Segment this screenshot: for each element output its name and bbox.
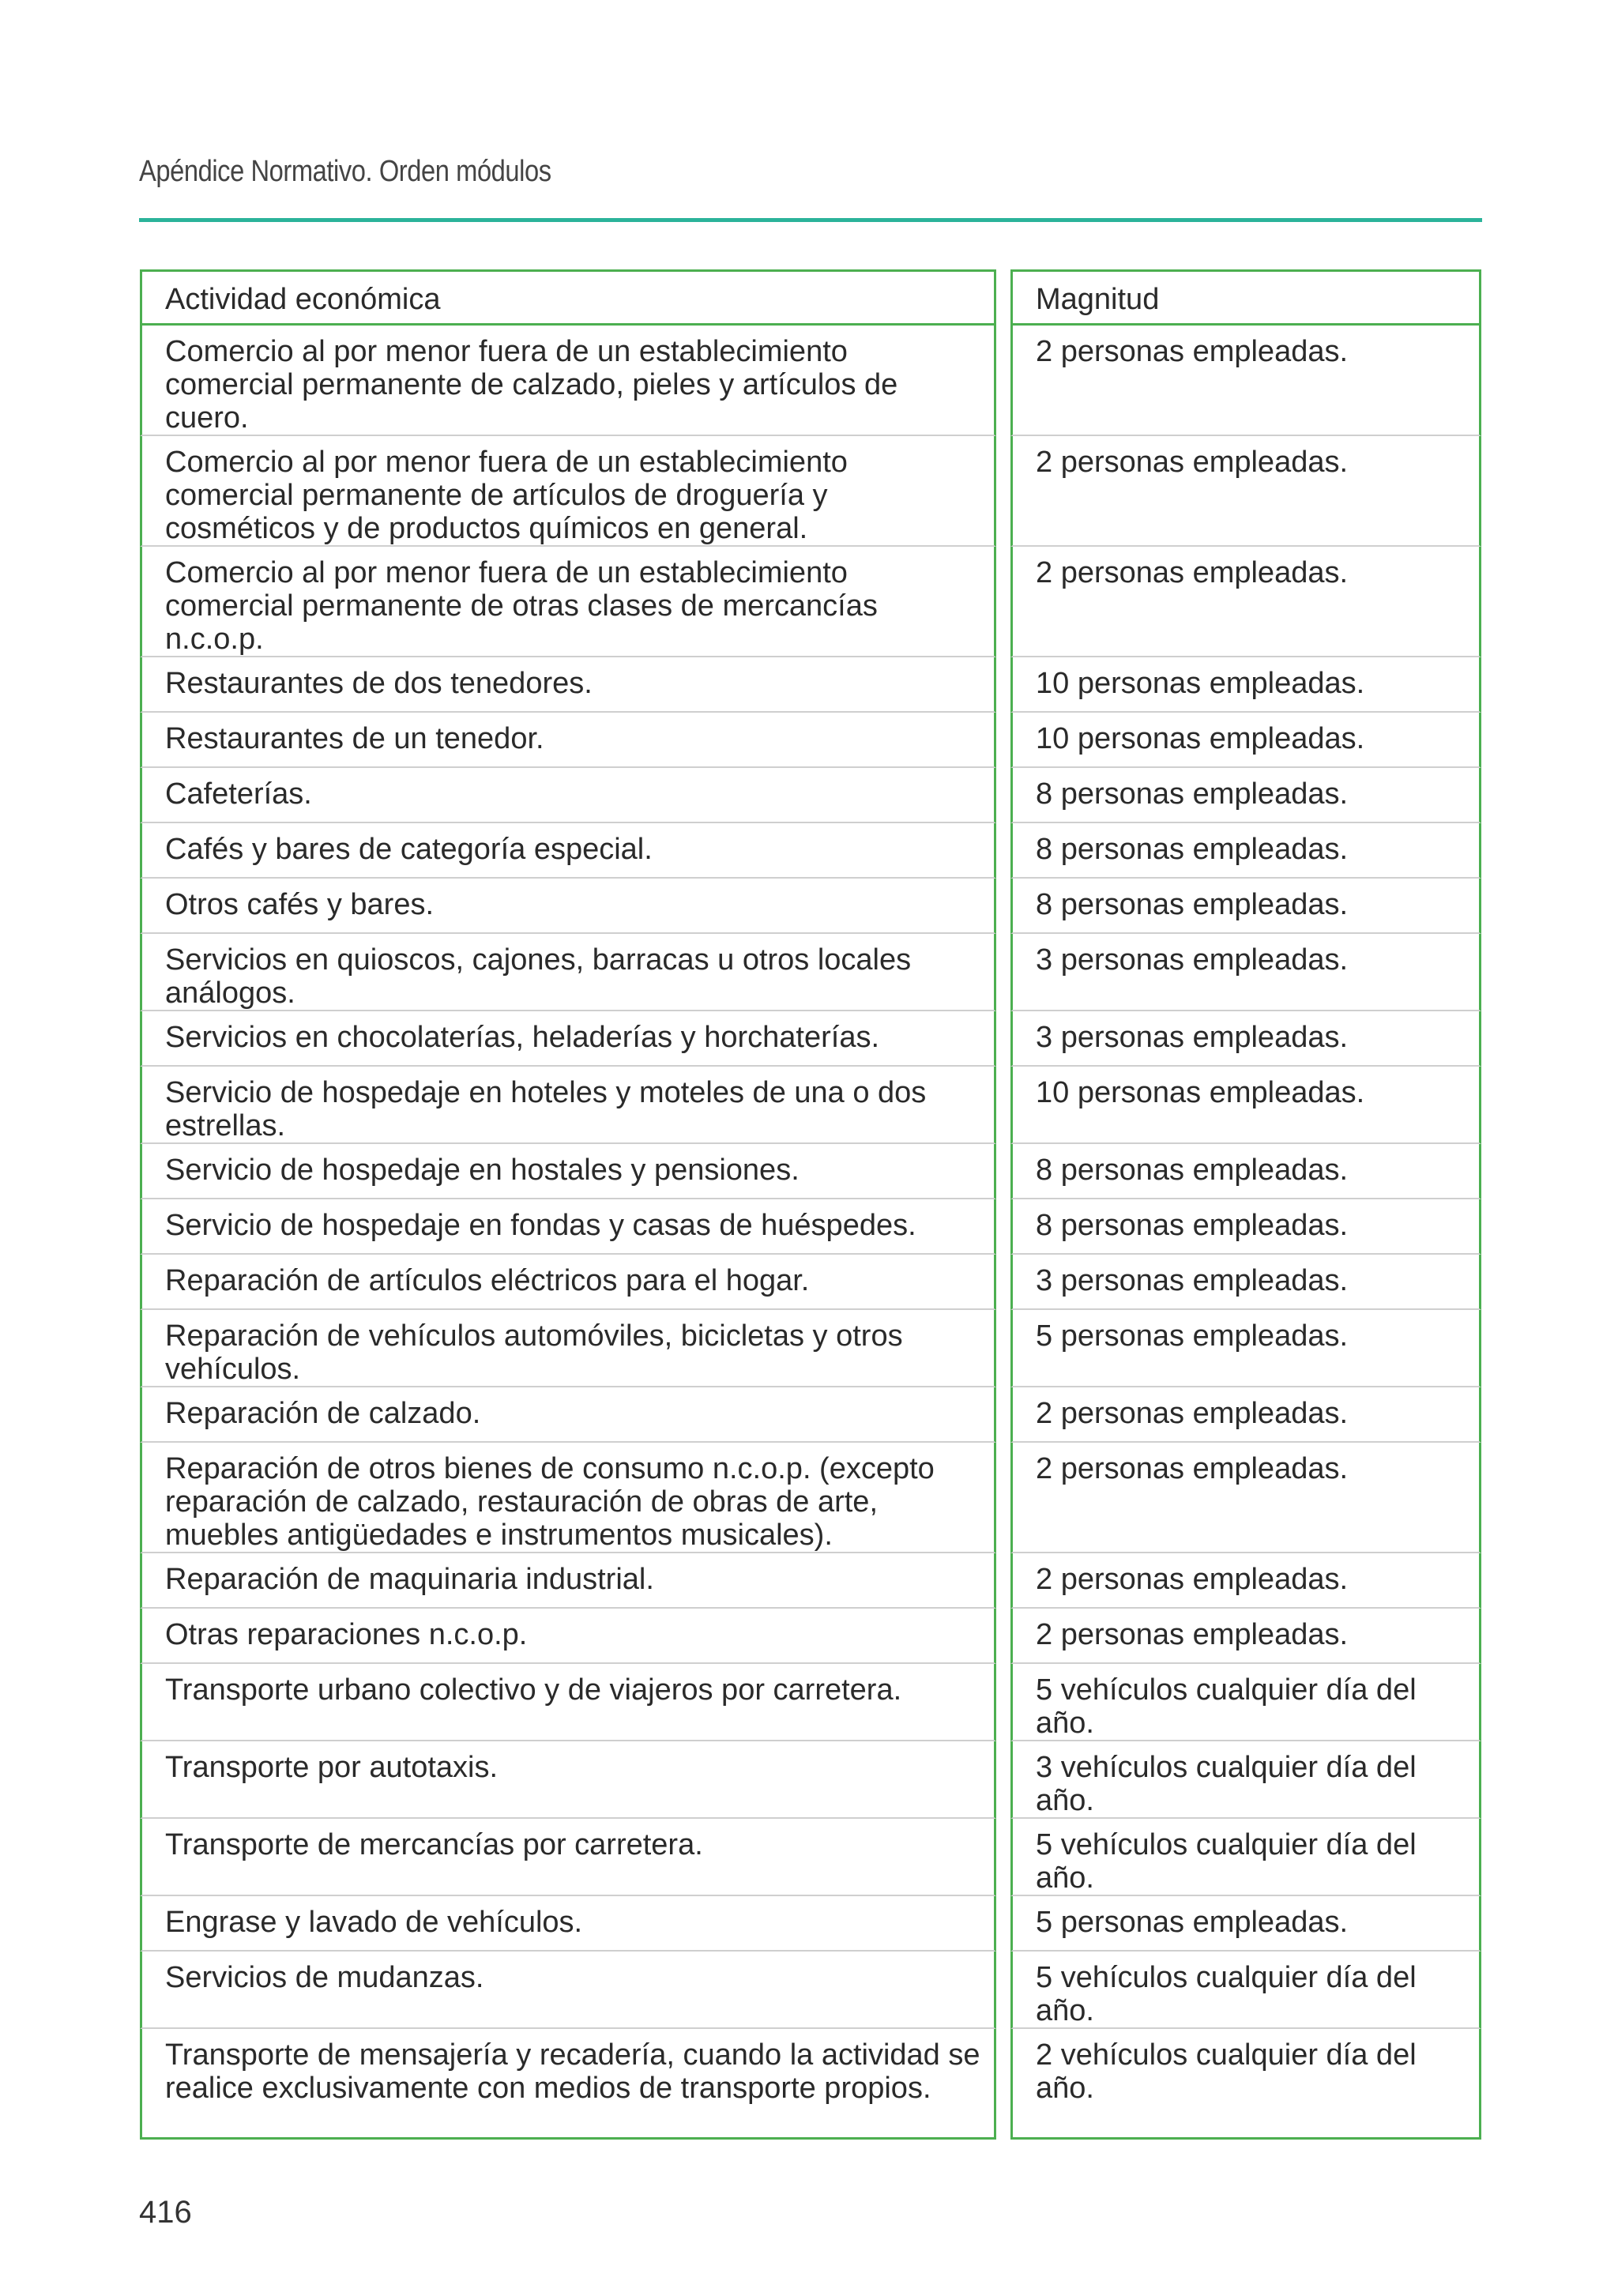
- column-gap: [996, 269, 1010, 326]
- table-cell-activity: Reparación de otros bienes de consumo n.c.o.p. (excepto reparación de calzado, restauración de obras de arte, muebles antigüedades e instrumentos musicales).: [140, 1443, 996, 1553]
- table-cell-magnitude: 10 personas empleadas.: [1010, 713, 1481, 768]
- column-gap: [996, 326, 1010, 436]
- table-cell-activity: Restaurantes de un tenedor.: [140, 713, 996, 768]
- table-cell-magnitude: 2 personas empleadas.: [1010, 547, 1481, 657]
- table-cell-magnitude: 5 vehículos cualquier día del año.: [1010, 1819, 1481, 1896]
- column-gap: [996, 547, 1010, 657]
- table-cell-magnitude: 5 vehículos cualquier día del año.: [1010, 1664, 1481, 1741]
- table-cell-activity: Servicios en quioscos, cajones, barracas u otros locales análogos.: [140, 934, 996, 1011]
- column-gap: [996, 1553, 1010, 1609]
- column-gap: [996, 1144, 1010, 1199]
- table-cell-activity: Transporte de mercancías por carretera.: [140, 1819, 996, 1896]
- column-header-activity: Actividad económica: [140, 269, 996, 326]
- table-grid: [140, 269, 1481, 2140]
- table-cell-magnitude: 8 personas empleadas.: [1010, 879, 1481, 934]
- table-cell-activity: Servicio de hospedaje en hoteles y moteles de una o dos estrellas.: [140, 1067, 996, 1144]
- table-cell-activity: Comercio al por menor fuera de un establecimiento comercial permanente de calzado, pieles y artículos de cuero.: [140, 326, 996, 436]
- table-cell-activity: Servicios en chocolaterías, heladerías y horchaterías.: [140, 1011, 996, 1067]
- table-cell-activity: Cafeterías.: [140, 768, 996, 823]
- column-gap: [996, 1067, 1010, 1144]
- column-gap: [996, 1255, 1010, 1310]
- column-gap: [996, 1443, 1010, 1553]
- column-gap: [996, 657, 1010, 713]
- running-header: Apéndice Normativo. Orden módulos: [139, 155, 551, 188]
- column-gap: [996, 1609, 1010, 1664]
- column-gap: [996, 1199, 1010, 1255]
- table-cell-magnitude: 2 personas empleadas.: [1010, 1609, 1481, 1664]
- table-cell-magnitude: 10 personas empleadas.: [1010, 1067, 1481, 1144]
- table-cell-magnitude: 2 personas empleadas.: [1010, 436, 1481, 547]
- table-cell-magnitude: 2 personas empleadas.: [1010, 1553, 1481, 1609]
- table-cell-magnitude: 3 personas empleadas.: [1010, 934, 1481, 1011]
- column-gap: [996, 1387, 1010, 1443]
- table-cell-activity: Engrase y lavado de vehículos.: [140, 1896, 996, 1952]
- column-gap: [996, 1664, 1010, 1741]
- table-cell-activity: Servicio de hospedaje en hostales y pensiones.: [140, 1144, 996, 1199]
- column-gap: [996, 1741, 1010, 1819]
- table-cell-activity: Restaurantes de dos tenedores.: [140, 657, 996, 713]
- table-cell-activity: Reparación de artículos eléctricos para el hogar.: [140, 1255, 996, 1310]
- table-cell-activity: Cafés y bares de categoría especial.: [140, 823, 996, 879]
- table-cell-magnitude: 5 vehículos cualquier día del año.: [1010, 1952, 1481, 2029]
- table-cell-magnitude: 3 personas empleadas.: [1010, 1011, 1481, 1067]
- column-gap: [996, 1952, 1010, 2029]
- table-cell-activity: Reparación de maquinaria industrial.: [140, 1553, 996, 1609]
- column-gap: [996, 713, 1010, 768]
- table-cell-activity: Comercio al por menor fuera de un establecimiento comercial permanente de artículos de droguería y cosméticos y de productos químicos en general.: [140, 436, 996, 547]
- table-cell-activity: Comercio al por menor fuera de un establecimiento comercial permanente de otras clases de mercancías n.c.o.p.: [140, 547, 996, 657]
- table-cell-magnitude: 2 personas empleadas.: [1010, 1443, 1481, 1553]
- column-gap: [996, 2029, 1010, 2140]
- page-number: 416: [139, 2195, 192, 2230]
- table-cell-activity: Otros cafés y bares.: [140, 879, 996, 934]
- column-gap: [996, 1896, 1010, 1952]
- column-gap: [996, 768, 1010, 823]
- column-gap: [996, 1819, 1010, 1896]
- table-cell-magnitude: 8 personas empleadas.: [1010, 823, 1481, 879]
- table-cell-activity: Servicios de mudanzas.: [140, 1952, 996, 2029]
- column-gap: [996, 879, 1010, 934]
- column-gap: [996, 1011, 1010, 1067]
- table-cell-activity: Reparación de vehículos automóviles, bicicletas y otros vehículos.: [140, 1310, 996, 1387]
- table-cell-magnitude: 3 personas empleadas.: [1010, 1255, 1481, 1310]
- column-gap: [996, 1310, 1010, 1387]
- table-cell-activity: Transporte de mensajería y recadería, cuando la actividad se realice exclusivamente con medios de transporte propios.: [140, 2029, 996, 2140]
- table-cell-magnitude: 2 vehículos cualquier día del año.: [1010, 2029, 1481, 2140]
- table-cell-magnitude: 10 personas empleadas.: [1010, 657, 1481, 713]
- table-cell-magnitude: 8 personas empleadas.: [1010, 768, 1481, 823]
- table-cell-activity: Transporte por autotaxis.: [140, 1741, 996, 1819]
- table-cell-activity: Transporte urbano colectivo y de viajeros por carretera.: [140, 1664, 996, 1741]
- activity-table: [140, 269, 1481, 2140]
- column-header-magnitude: Magnitud: [1010, 269, 1481, 326]
- column-gap: [996, 823, 1010, 879]
- table-cell-activity: Reparación de calzado.: [140, 1387, 996, 1443]
- column-gap: [996, 934, 1010, 1011]
- table-cell-magnitude: 2 personas empleadas.: [1010, 326, 1481, 436]
- table-cell-magnitude: 8 personas empleadas.: [1010, 1199, 1481, 1255]
- header-rule: [139, 218, 1482, 222]
- table-cell-magnitude: 2 personas empleadas.: [1010, 1387, 1481, 1443]
- table-cell-magnitude: 5 personas empleadas.: [1010, 1310, 1481, 1387]
- column-gap: [996, 436, 1010, 547]
- table-cell-activity: Servicio de hospedaje en fondas y casas de huéspedes.: [140, 1199, 996, 1255]
- table-cell-activity: Otras reparaciones n.c.o.p.: [140, 1609, 996, 1664]
- table-cell-magnitude: 8 personas empleadas.: [1010, 1144, 1481, 1199]
- table-cell-magnitude: 5 personas empleadas.: [1010, 1896, 1481, 1952]
- table-cell-magnitude: 3 vehículos cualquier día del año.: [1010, 1741, 1481, 1819]
